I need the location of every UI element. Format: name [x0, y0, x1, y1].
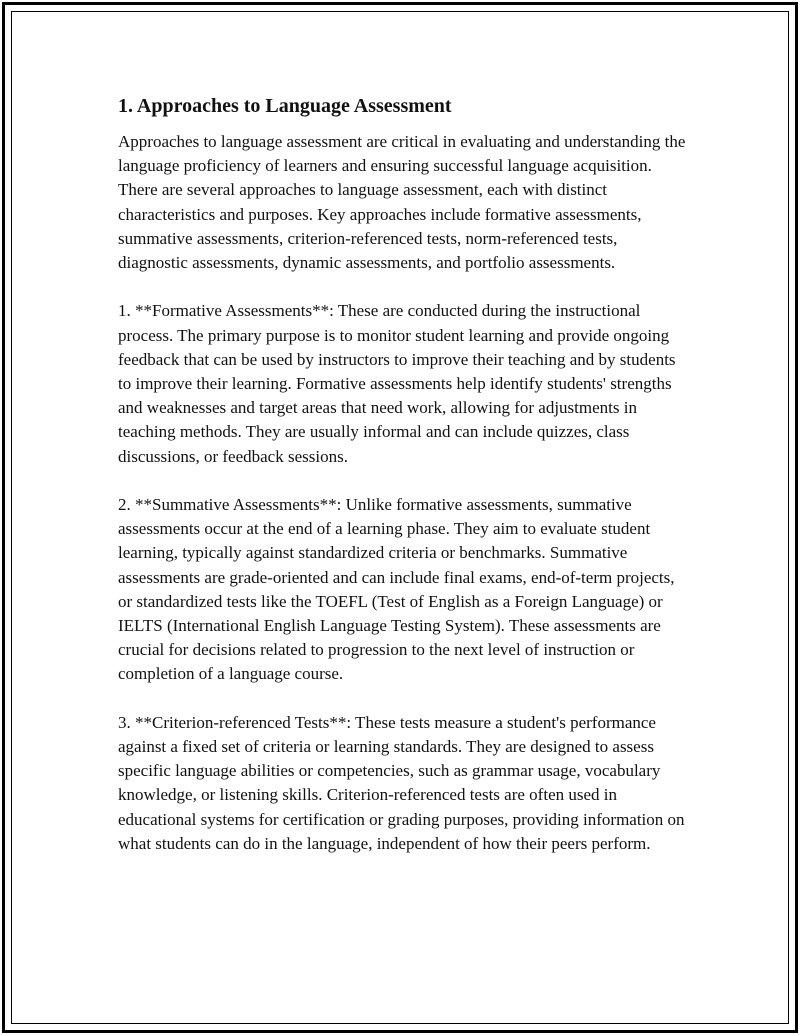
- summative-assessments-paragraph: 2. **Summative Assessments**: Unlike formative assessments, summative assessments occur at the end of a learning phase. They aim to evaluate student learning, typically against standardized criteria or benchmarks. Summative assessments are grade-oriented and can include final exams, end-of-term projects, or standardized tests like the TOEFL (Test of English as a Foreign Language) or IELTS (International English Language Testing System). These assessments are crucial for decisions related to progression to the next level of instruction or completion of a language course.: [118, 495, 675, 684]
- section-heading: 1. Approaches to Language Assessment: [118, 95, 452, 117]
- intro-paragraph: Approaches to language assessment are critical in evaluating and understanding the language proficiency of learners and ensuring successful language acquisition. There are several approaches to language assessment, each with distinct characteristics and purposes. Key approaches include formative assessments, summative assessments, criterion-referenced tests, norm-referenced tests, diagnostic assessments, dynamic assessments, and portfolio assessments.: [118, 132, 686, 273]
- document-body: [118, 92, 688, 880]
- criterion-referenced-tests-paragraph: 3. **Criterion-referenced Tests**: These tests measure a student's performance against a fixed set of criteria or learning standards. They are designed to assess specific language abilities or competencies, such as grammar usage, vocabulary knowledge, or listening skills. Criterion-referenced tests are often used in educational systems for certification or grading purposes, providing information on what students can do in the language, independent of how their peers perform.: [118, 712, 685, 853]
- formative-assessments-paragraph: 1. **Formative Assessments**: These are conducted during the instructional process. The primary purpose is to monitor student learning and provide ongoing feedback that can be used by instructors to improve their teaching and by students to improve their learning. Formative assessments help identify students' strengths and weaknesses and target areas that need work, allowing for adjustments in teaching methods. They are usually informal and can include quizzes, class discussions, or feedback sessions.: [118, 301, 676, 466]
